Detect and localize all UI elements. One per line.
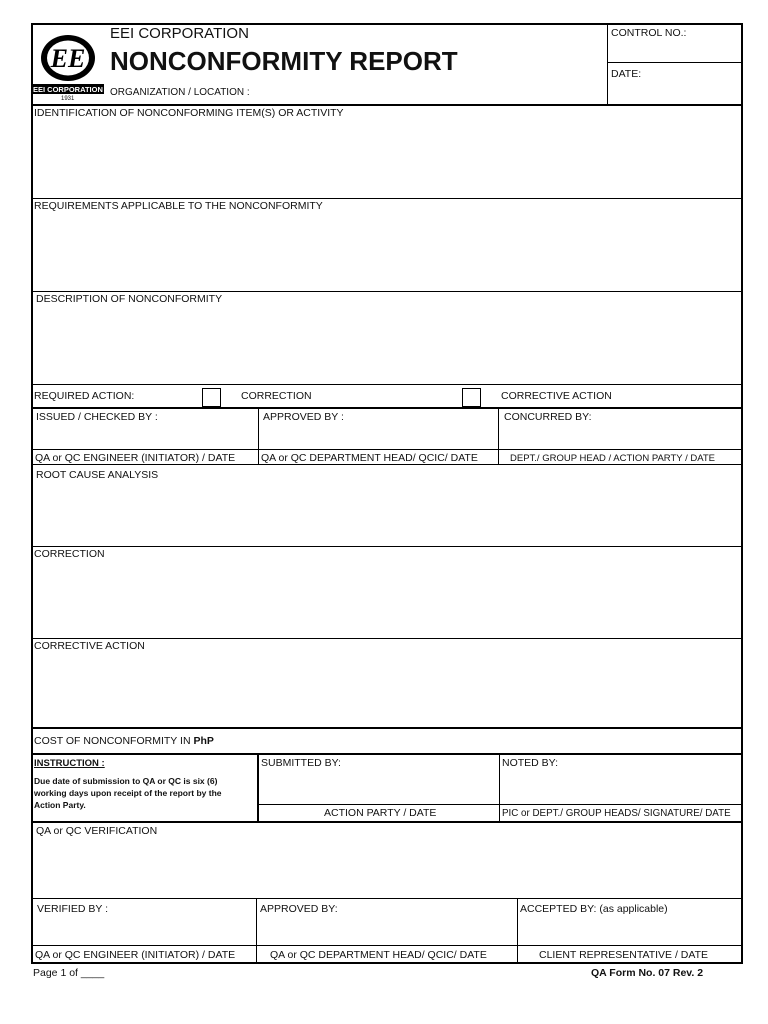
correction-field[interactable] (34, 563, 739, 637)
svg-text:EE: EE (50, 44, 86, 73)
org-location-field[interactable] (255, 84, 600, 101)
verification-label: QA or QC VERIFICATION (36, 825, 158, 837)
root-cause-label: ROOT CAUSE ANALYSIS (36, 469, 159, 481)
logo-year: 1931 (61, 96, 75, 102)
cost-label: COST OF NONCONFORMITY IN PhP (34, 735, 214, 747)
correction-option-label: CORRECTION (241, 390, 312, 402)
approved-by-field-2[interactable] (259, 917, 515, 943)
approved-role-caption-2: QA or QC DEPARTMENT HEAD/ QCIC/ DATE (270, 949, 487, 961)
corrective-action-checkbox[interactable] (462, 388, 481, 407)
date-label: DATE: (611, 68, 642, 80)
page-number: Page 1 of ____ (33, 967, 105, 979)
submitted-role-caption: ACTION PARTY / DATE (324, 807, 437, 819)
instruction-line-3: Action Party. (34, 800, 86, 810)
noted-by-label: NOTED BY: (502, 757, 559, 769)
concurred-by-field[interactable] (501, 425, 739, 447)
requirements-label: REQUIREMENTS APPLICABLE TO THE NONCONFORMITY (34, 200, 323, 212)
cost-currency: PhP (193, 735, 214, 747)
concurred-role-caption: DEPT./ GROUP HEAD / ACTION PARTY / DATE (510, 453, 715, 464)
instruction-title: INSTRUCTION : (34, 758, 105, 769)
description-label: DESCRIPTION OF NONCONFORMITY (36, 293, 223, 305)
required-action-label: REQUIRED ACTION: (34, 390, 135, 402)
control-no-label: CONTROL NO.: (611, 27, 687, 39)
logo-caption: EEI CORPORATION (33, 85, 103, 94)
corrective-action-label: CORRECTIVE ACTION (34, 640, 145, 652)
noted-by-field[interactable] (502, 771, 739, 802)
org-location-label: ORGANIZATION / LOCATION : (110, 87, 250, 98)
instruction-line-2: working days upon receipt of the report by the (34, 788, 222, 798)
noted-role-caption: PIC or DEPT./ GROUP HEADS/ SIGNATURE/ DATE (502, 808, 731, 819)
requirements-field[interactable] (34, 215, 739, 289)
correction-checkbox[interactable] (202, 388, 221, 407)
cost-field[interactable] (240, 732, 739, 750)
corrective-action-option-label: CORRECTIVE ACTION (501, 390, 612, 402)
issued-by-field[interactable] (34, 425, 256, 447)
concurred-by-label: CONCURRED BY: (504, 411, 592, 423)
submitted-by-field[interactable] (261, 771, 497, 802)
verification-field[interactable] (34, 840, 739, 896)
accepted-by-field[interactable] (520, 917, 739, 943)
root-cause-field[interactable] (34, 483, 739, 544)
submitted-by-label: SUBMITTED BY: (261, 757, 341, 769)
identification-field[interactable] (34, 122, 739, 196)
page-title: NONCONFORMITY REPORT (110, 46, 458, 76)
corrective-action-field[interactable] (34, 655, 739, 725)
accepted-by-label: ACCEPTED BY: (as applicable) (520, 903, 668, 915)
verified-by-label: VERIFIED BY : (37, 903, 108, 915)
description-field[interactable] (34, 308, 739, 382)
issued-role-caption: QA or QC ENGINEER (INITIATOR) / DATE (35, 452, 236, 464)
identification-label: IDENTIFICATION OF NONCONFORMING ITEM(S) OR ACTIVITY (34, 107, 344, 119)
date-field[interactable] (609, 80, 739, 102)
approved-by-label-2: APPROVED BY: (260, 903, 338, 915)
company-name: EEI CORPORATION (110, 25, 249, 42)
form-number: QA Form No. 07 Rev. 2 (591, 967, 704, 979)
control-no-field[interactable] (609, 40, 739, 60)
approved-role-caption: QA or QC DEPARTMENT HEAD/ QCIC/ DATE (261, 452, 478, 464)
approved-by-field[interactable] (261, 425, 496, 447)
company-logo (32, 24, 104, 106)
accepted-role-caption: CLIENT REPRESENTATIVE / DATE (539, 949, 709, 961)
issued-by-label: ISSUED / CHECKED BY : (36, 411, 158, 423)
approved-by-label: APPROVED BY : (263, 411, 344, 423)
verified-by-field[interactable] (34, 917, 254, 943)
verified-role-caption: QA or QC ENGINEER (INITIATOR) / DATE (35, 949, 236, 961)
instruction-line-1: Due date of submission to QA or QC is six (6) (34, 776, 218, 786)
correction-label: CORRECTION (34, 548, 105, 560)
